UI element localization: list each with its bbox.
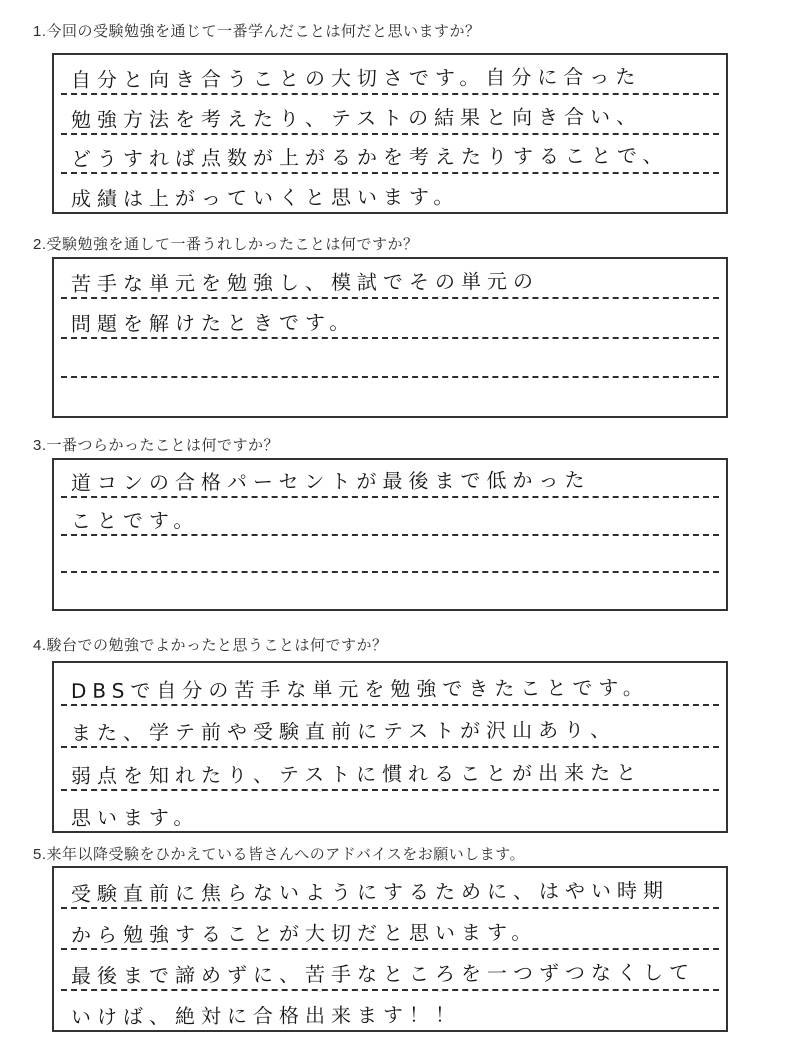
- answer-line: [61, 663, 719, 706]
- question-label-5: 5.来年以降受験をひかえている皆さんへのアドバイスをお願いします。: [33, 846, 526, 863]
- answer-line: [61, 378, 719, 416]
- answer-line: [61, 498, 719, 536]
- answer-line: [61, 55, 719, 95]
- answer-line: [61, 460, 719, 498]
- handwritten-text: どうすれば点数が上がるかを考えたりすることで、: [70, 143, 669, 172]
- answer-line: [61, 95, 719, 135]
- answer-line: [61, 950, 719, 991]
- handwritten-text: DBSで自分の苦手な単元を勉強できたことです。: [70, 674, 649, 703]
- handwritten-text: [61, 415, 71, 416]
- question-label-3: 3.一番つらかったことは何ですか？: [33, 437, 280, 454]
- handwritten-text: 自分と向き合うことの大切さです。自分に合った: [70, 64, 642, 92]
- answer-line: [61, 174, 719, 212]
- handwritten-text: ことです。: [70, 507, 200, 533]
- handwritten-text: 受験直前に焦らないようにするために、はやい時期: [70, 878, 669, 906]
- handwritten-text: [61, 570, 71, 571]
- handwritten-text: 成績は上がっていくと思います。: [70, 184, 460, 211]
- answer-line: [61, 791, 719, 832]
- answer-line: [61, 135, 719, 175]
- answer-box-2: [52, 257, 728, 418]
- answer-box-1: [52, 53, 728, 214]
- answer-line: [61, 909, 719, 950]
- handwritten-text: 弱点を知れたり、テストに慣れることが出来たと: [70, 759, 643, 788]
- handwritten-text: [61, 375, 71, 376]
- handwritten-text: 勉強方法を考えたり、テストの結果と向き合い、: [70, 103, 643, 132]
- answer-box-5: [52, 866, 728, 1032]
- handwritten-text: また、学テ前や受験直前にテストが沢山あり、: [70, 717, 617, 745]
- answer-box-4: [52, 661, 728, 833]
- answer-line: [61, 868, 719, 909]
- handwritten-text: から勉強することが大切だと思います。: [70, 920, 538, 947]
- question-label-1: 1.今回の受験勉強を通じて一番学んだことは何だと思いますか？: [33, 23, 481, 40]
- answer-line: [61, 536, 719, 574]
- handwritten-text: 思います。: [70, 805, 200, 830]
- handwritten-text: 苦手な単元を勉強し、模試でその単元の: [70, 268, 539, 296]
- answer-line: [61, 259, 719, 299]
- question-label-4: 4.駿台での勉強でよかったと思うことは何ですか？: [33, 637, 388, 654]
- handwritten-text: 道コンの合格パーセントが最後まで低かった: [70, 467, 591, 495]
- answer-line: [61, 299, 719, 339]
- answer-line: [61, 573, 719, 609]
- answer-line: [61, 991, 719, 1030]
- answer-line: [61, 748, 719, 791]
- question-label-2: 2.受験勉強を通して一番うれしかったことは何ですか？: [33, 236, 419, 253]
- answer-line: [61, 339, 719, 379]
- handwritten-text: 最後まで諦めずに、苦手なところを一つずつなくして: [70, 960, 695, 988]
- answer-box-3: [52, 458, 728, 611]
- handwritten-text: [61, 608, 71, 609]
- handwritten-text: いけば、絶対に合格出来ます！！: [70, 1002, 461, 1029]
- answer-line: [61, 706, 719, 749]
- handwritten-text: 問題を解けたときです。: [70, 309, 356, 336]
